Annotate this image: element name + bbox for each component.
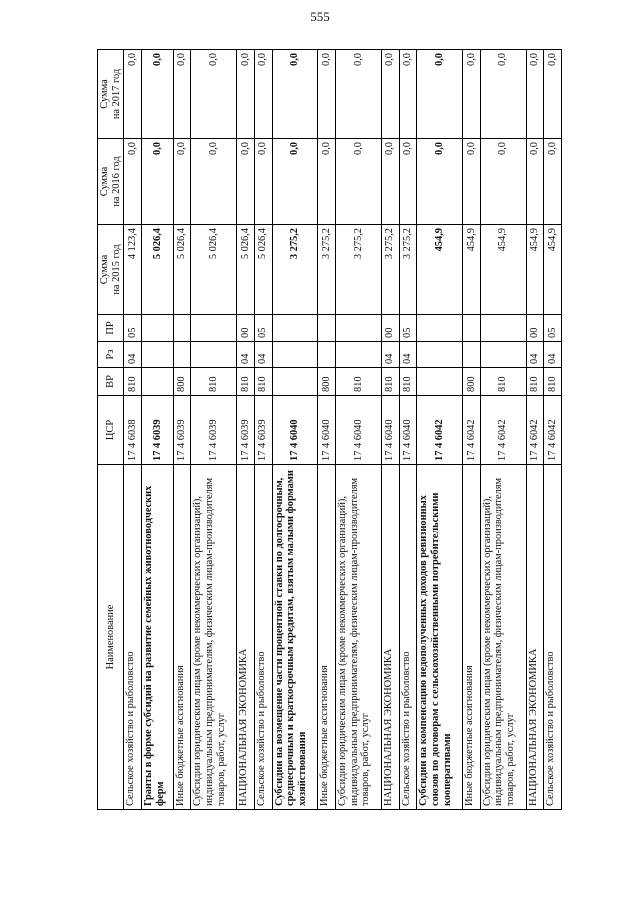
- cell-rz: [480, 342, 526, 368]
- cell-rz: 04: [526, 342, 544, 368]
- cell-sum-2015: 454,9: [480, 225, 526, 315]
- cell-pr: 05: [254, 315, 272, 342]
- cell-sum-2016: 0,0: [272, 139, 318, 225]
- table-row: [417, 50, 463, 810]
- cell-sum-2017: 0,0: [318, 50, 336, 139]
- cell-vr: 810: [124, 368, 142, 396]
- table-row: [336, 50, 382, 810]
- header-sum-2017: [98, 50, 124, 139]
- cell-name: Сельское хозяйство и рыболовство: [124, 465, 142, 810]
- cell-rz: 04: [381, 342, 399, 368]
- cell-name: Иные бюджетные ассигнования: [463, 465, 481, 810]
- table-row: [526, 50, 544, 810]
- cell-sum-2015: 5 026,4: [141, 225, 173, 315]
- table-row: [480, 50, 526, 810]
- cell-name: Субсидии юридическим лицам (кроме некоммерческих организаций), индивидуальным предпринимателям, физическим лицам-производителям товаров, работ, услуг: [191, 465, 237, 810]
- cell-name: НАЦИОНАЛЬНАЯ ЭКОНОМИКА: [237, 465, 255, 810]
- cell-sum-2017: 0,0: [526, 50, 544, 139]
- cell-vr: 810: [544, 368, 562, 396]
- cell-sum-2015: 454,9: [417, 225, 463, 315]
- cell-sum-2015: 5 026,4: [237, 225, 255, 315]
- table-row: [237, 50, 255, 810]
- cell-rz: [191, 342, 237, 368]
- cell-csr: 17 4 6040: [399, 396, 417, 465]
- cell-pr: [417, 315, 463, 342]
- cell-csr: 17 4 6042: [480, 396, 526, 465]
- cell-pr: [336, 315, 382, 342]
- cell-vr: 810: [191, 368, 237, 396]
- cell-rz: [336, 342, 382, 368]
- cell-sum-2017: 0,0: [141, 50, 173, 139]
- cell-pr: 00: [526, 315, 544, 342]
- cell-vr: [272, 368, 318, 396]
- cell-vr: [417, 368, 463, 396]
- cell-vr: 810: [480, 368, 526, 396]
- table-row: [318, 50, 336, 810]
- cell-sum-2015: 5 026,4: [173, 225, 191, 315]
- cell-csr: 17 4 6040: [318, 396, 336, 465]
- cell-sum-2015: 454,9: [526, 225, 544, 315]
- cell-sum-2016: 0,0: [544, 139, 562, 225]
- cell-vr: 800: [318, 368, 336, 396]
- cell-vr: [141, 368, 173, 396]
- cell-rz: 04: [237, 342, 255, 368]
- cell-pr: 05: [544, 315, 562, 342]
- cell-sum-2016: 0,0: [141, 139, 173, 225]
- cell-name: Субсидии юридическим лицам (кроме некоммерческих организаций), индивидуальным предпринимателям, физическим лицам-производителям товаров, работ, услуг: [480, 465, 526, 810]
- header-csr: ЦСР: [98, 396, 124, 465]
- cell-name: Сельское хозяйство и рыболовство: [399, 465, 417, 810]
- cell-sum-2015: 4 123,4: [124, 225, 142, 315]
- cell-name: Субсидии на компенсацию недополученных доходов ревизионных союзов по договорам с сельскохозяйственными потребительскими кооперативами: [417, 465, 463, 810]
- cell-sum-2016: 0,0: [480, 139, 526, 225]
- cell-name: НАЦИОНАЛЬНАЯ ЭКОНОМИКА: [381, 465, 399, 810]
- cell-sum-2016: 0,0: [526, 139, 544, 225]
- cell-sum-2015: 454,9: [544, 225, 562, 315]
- cell-sum-2016: 0,0: [237, 139, 255, 225]
- cell-name: Субсидии юридическим лицам (кроме некоммерческих организаций), индивидуальным предпринимателям, физическим лицам-производителям товаров, работ, услуг: [336, 465, 382, 810]
- cell-csr: 17 4 6040: [272, 396, 318, 465]
- cell-csr: 17 4 6039: [237, 396, 255, 465]
- cell-sum-2015: 3 275,2: [381, 225, 399, 315]
- header-sum-2017-line2: на 2017 год: [110, 68, 122, 120]
- cell-sum-2017: 0,0: [124, 50, 142, 139]
- cell-pr: 05: [124, 315, 142, 342]
- header-row: [98, 50, 124, 810]
- cell-pr: 00: [237, 315, 255, 342]
- rotated-budget-table-wrapper: [97, 50, 562, 810]
- cell-sum-2017: 0,0: [173, 50, 191, 139]
- cell-sum-2017: 0,0: [399, 50, 417, 139]
- cell-name: НАЦИОНАЛЬНАЯ ЭКОНОМИКА: [526, 465, 544, 810]
- cell-vr: 810: [526, 368, 544, 396]
- cell-name: Сельское хозяйство и рыболовство: [544, 465, 562, 810]
- table-row: [399, 50, 417, 810]
- cell-sum-2017: 0,0: [544, 50, 562, 139]
- header-rz: Рз: [98, 342, 124, 368]
- cell-sum-2017: 0,0: [191, 50, 237, 139]
- header-sum-2016-line1: Сумма: [99, 166, 110, 197]
- cell-sum-2016: 0,0: [336, 139, 382, 225]
- header-sum-2016-line2: на 2016 год: [110, 156, 122, 207]
- cell-vr: 810: [399, 368, 417, 396]
- cell-name: Сельское хозяйство и рыболовство: [254, 465, 272, 810]
- cell-sum-2016: 0,0: [124, 139, 142, 225]
- cell-name: Гранты в форме субсидий на развитие семейных животноводческих ферм: [141, 465, 173, 810]
- cell-sum-2015: 5 026,4: [191, 225, 237, 315]
- header-sum-2015-line1: Сумма: [99, 254, 110, 285]
- header-sum-2015-line2: на 2015 год: [110, 244, 122, 295]
- cell-vr: 810: [336, 368, 382, 396]
- header-sum-2016: [98, 139, 124, 225]
- cell-sum-2016: 0,0: [173, 139, 191, 225]
- header-sum-2017-line1: Сумма: [99, 79, 110, 109]
- cell-csr: 17 4 6039: [254, 396, 272, 465]
- cell-vr: 810: [381, 368, 399, 396]
- cell-sum-2017: 0,0: [237, 50, 255, 139]
- cell-rz: [141, 342, 173, 368]
- cell-csr: 17 4 6040: [381, 396, 399, 465]
- table-row: [463, 50, 481, 810]
- cell-sum-2016: 0,0: [463, 139, 481, 225]
- cell-pr: [191, 315, 237, 342]
- table-row: [381, 50, 399, 810]
- cell-sum-2016: 0,0: [318, 139, 336, 225]
- cell-sum-2015: 454,9: [463, 225, 481, 315]
- cell-rz: 04: [399, 342, 417, 368]
- table-row: [254, 50, 272, 810]
- cell-csr: 17 4 6042: [417, 396, 463, 465]
- cell-pr: [463, 315, 481, 342]
- cell-rz: 04: [124, 342, 142, 368]
- cell-rz: [173, 342, 191, 368]
- cell-sum-2017: 0,0: [272, 50, 318, 139]
- cell-rz: [417, 342, 463, 368]
- cell-csr: 17 4 6039: [173, 396, 191, 465]
- page-number: 555: [310, 9, 330, 24]
- table-row: [544, 50, 562, 810]
- cell-sum-2017: 0,0: [463, 50, 481, 139]
- cell-rz: [272, 342, 318, 368]
- cell-name: Иные бюджетные ассигнования: [318, 465, 336, 810]
- cell-sum-2015: 5 026,4: [254, 225, 272, 315]
- cell-sum-2015: 3 275,2: [336, 225, 382, 315]
- cell-sum-2015: 3 275,2: [272, 225, 318, 315]
- cell-name: Иные бюджетные ассигнования: [173, 465, 191, 810]
- cell-rz: 04: [544, 342, 562, 368]
- cell-pr: [173, 315, 191, 342]
- cell-pr: [141, 315, 173, 342]
- cell-pr: 00: [381, 315, 399, 342]
- cell-sum-2015: 3 275,2: [318, 225, 336, 315]
- cell-csr: 17 4 6039: [191, 396, 237, 465]
- cell-sum-2016: 0,0: [399, 139, 417, 225]
- header-vr: ВР: [98, 368, 124, 396]
- cell-pr: 05: [399, 315, 417, 342]
- header-sum-2015: [98, 225, 124, 315]
- cell-sum-2016: 0,0: [417, 139, 463, 225]
- cell-rz: [318, 342, 336, 368]
- table-row: [191, 50, 237, 810]
- cell-pr: [318, 315, 336, 342]
- cell-csr: 17 4 6038: [124, 396, 142, 465]
- cell-sum-2017: 0,0: [381, 50, 399, 139]
- header-pr: ПР: [98, 315, 124, 342]
- cell-csr: 17 4 6042: [544, 396, 562, 465]
- cell-pr: [272, 315, 318, 342]
- cell-csr: 17 4 6040: [336, 396, 382, 465]
- cell-sum-2017: 0,0: [336, 50, 382, 139]
- cell-vr: 800: [173, 368, 191, 396]
- cell-sum-2016: 0,0: [191, 139, 237, 225]
- cell-csr: 17 4 6042: [526, 396, 544, 465]
- cell-csr: 17 4 6039: [141, 396, 173, 465]
- cell-sum-2016: 0,0: [254, 139, 272, 225]
- table-row: [272, 50, 318, 810]
- table-body: [124, 50, 562, 810]
- table-row: [124, 50, 142, 810]
- table-row: [173, 50, 191, 810]
- cell-sum-2017: 0,0: [480, 50, 526, 139]
- cell-vr: 800: [463, 368, 481, 396]
- table-row: [141, 50, 173, 810]
- cell-vr: 810: [254, 368, 272, 396]
- cell-sum-2017: 0,0: [254, 50, 272, 139]
- cell-pr: [480, 315, 526, 342]
- cell-sum-2015: 3 275,2: [399, 225, 417, 315]
- budget-table: [97, 49, 562, 810]
- cell-rz: [463, 342, 481, 368]
- cell-sum-2017: 0,0: [417, 50, 463, 139]
- cell-csr: 17 4 6042: [463, 396, 481, 465]
- cell-name: Субсидии на возмещение части процентной ставки по долгосрочным, среднесрочным и краткосрочным кредитам, взятым малыми формами хозяйствования: [272, 465, 318, 810]
- header-name: Наименование: [98, 465, 124, 810]
- cell-rz: 04: [254, 342, 272, 368]
- cell-vr: 810: [237, 368, 255, 396]
- cell-sum-2016: 0,0: [381, 139, 399, 225]
